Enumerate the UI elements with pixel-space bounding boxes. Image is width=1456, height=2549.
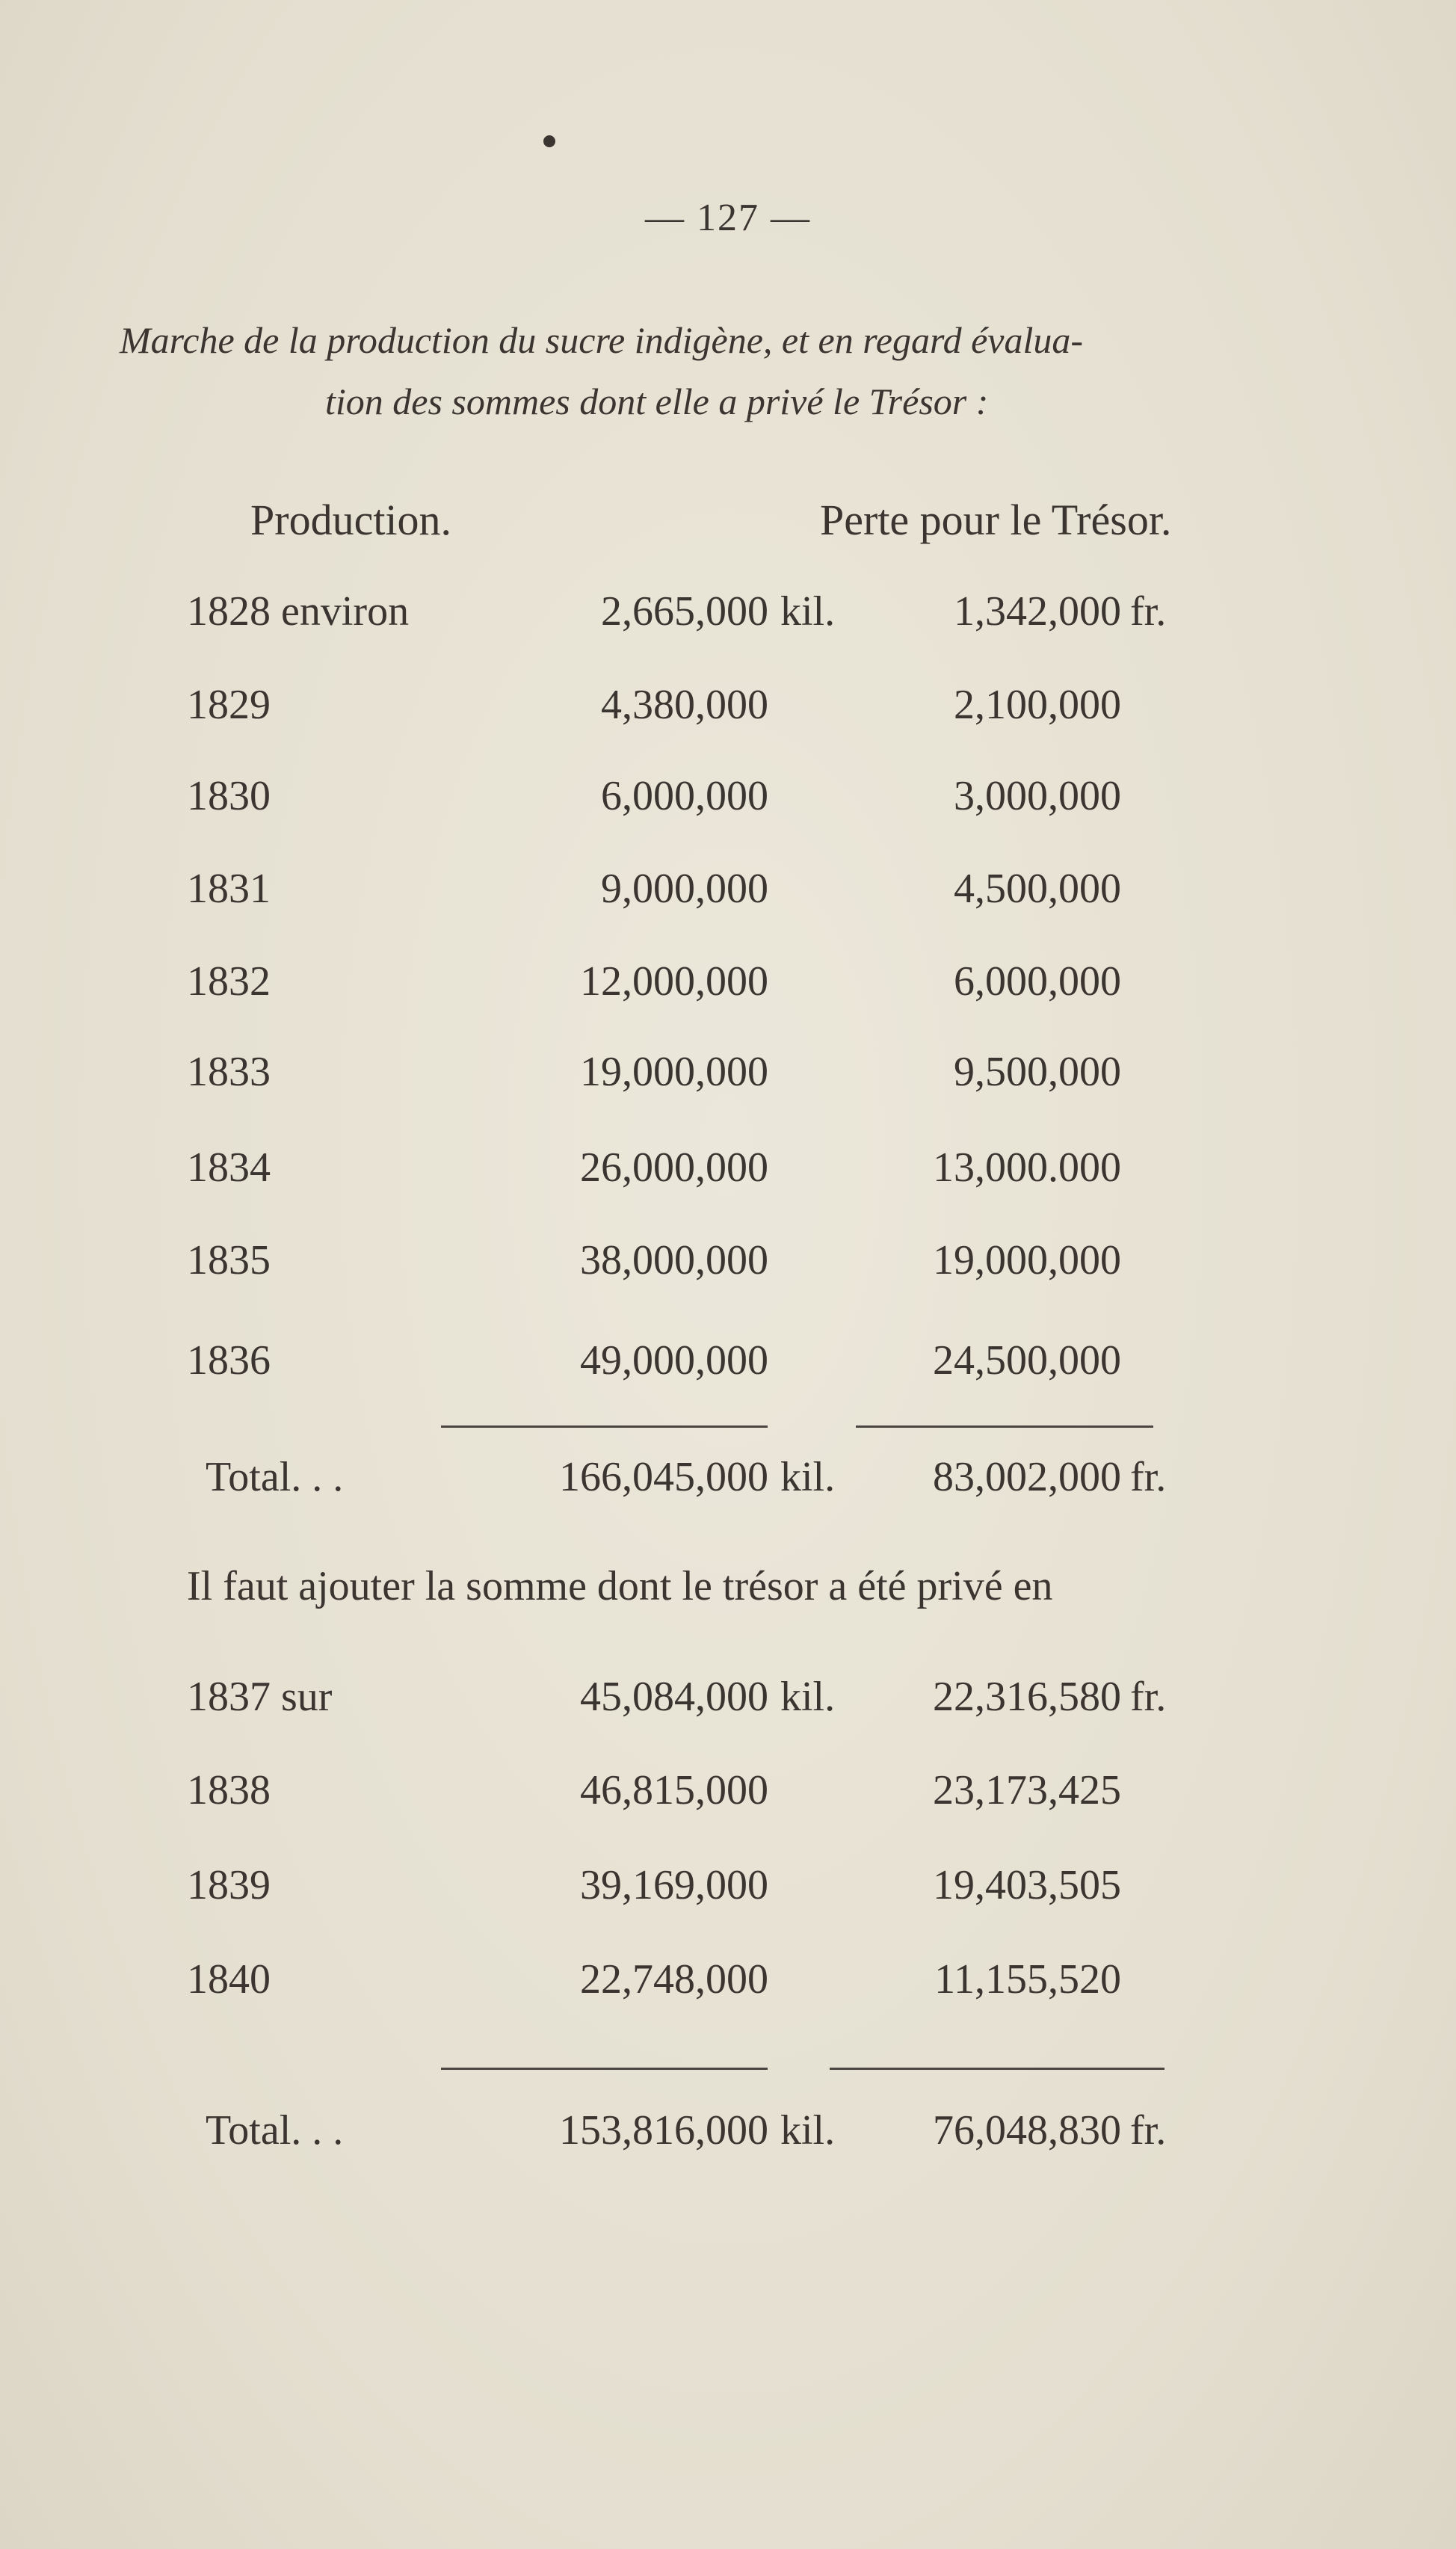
header-production: Production.	[250, 496, 452, 544]
row-year: 1836	[187, 1337, 271, 1384]
sum-rule-production	[441, 2068, 768, 2070]
row-perte: 9,500,000	[954, 1049, 1121, 1095]
table-row	[0, 681, 1456, 741]
row-year: 1840	[187, 1956, 271, 2003]
table-row	[0, 1144, 1456, 1203]
row-year: 1838	[187, 1767, 271, 1813]
row-perte-unit: fr.	[1130, 1674, 1167, 1720]
row-prod-unit: kil.	[780, 1674, 836, 1720]
row-perte: 19,000,000	[933, 1237, 1121, 1283]
row-production: 49,000,000	[580, 1337, 768, 1384]
total-perte: 83,002,000	[933, 1454, 1121, 1500]
row-perte: 2,100,000	[954, 682, 1121, 728]
row-perte: 13,000.000	[933, 1144, 1121, 1191]
row-year: 1828 environ	[187, 588, 410, 635]
row-production: 12,000,000	[580, 958, 768, 1005]
row-production: 22,748,000	[580, 1956, 768, 2003]
table-row	[0, 1766, 1456, 1826]
total-perte: 76,048,830	[933, 2107, 1121, 2154]
row-year: 1835	[187, 1237, 271, 1283]
total-row	[0, 1453, 1456, 1513]
total-row	[0, 2106, 1456, 2166]
table-row	[0, 1048, 1456, 1108]
row-year: 1830	[187, 773, 271, 819]
header-perte: Perte pour le Trésor.	[820, 496, 1172, 544]
caption-line-1: Marche de la production du sucre indigène, et en regard évalua-	[120, 319, 1084, 361]
row-perte: 6,000,000	[954, 958, 1121, 1005]
row-prod-unit: kil.	[780, 588, 836, 635]
ink-speck	[543, 135, 555, 147]
row-year: 1839	[187, 1862, 271, 1908]
row-production: 26,000,000	[580, 1144, 768, 1191]
row-production: 9,000,000	[601, 866, 768, 912]
row-perte: 23,173,425	[933, 1767, 1121, 1813]
total-perte-unit: fr.	[1130, 2107, 1167, 2154]
row-production: 6,000,000	[601, 773, 768, 819]
table-row	[0, 865, 1456, 925]
row-year: 1829	[187, 682, 271, 728]
row-production: 38,000,000	[580, 1237, 768, 1283]
total-production: 166,045,000	[559, 1454, 768, 1500]
row-perte-unit: fr.	[1130, 588, 1167, 635]
sum-rule-production	[441, 1425, 768, 1428]
table-row	[0, 588, 1456, 647]
row-perte: 19,403,505	[933, 1862, 1121, 1908]
row-perte: 11,155,520	[934, 1956, 1121, 2003]
row-perte: 4,500,000	[954, 866, 1121, 912]
total-production: 153,816,000	[559, 2107, 768, 2154]
table-row	[0, 1861, 1456, 1921]
table-row	[0, 1955, 1456, 2015]
row-production: 39,169,000	[580, 1862, 768, 1908]
sum-rule-perte	[830, 2068, 1165, 2070]
row-year: 1834	[187, 1144, 271, 1191]
row-year: 1832	[187, 958, 271, 1005]
total-prod-unit: kil.	[780, 2107, 836, 2154]
sum-rule-perte	[856, 1425, 1153, 1428]
table-row	[0, 1673, 1456, 1733]
table-row	[0, 772, 1456, 832]
row-production: 45,084,000	[580, 1674, 768, 1720]
row-perte: 3,000,000	[954, 773, 1121, 819]
total-perte-unit: fr.	[1130, 1454, 1167, 1500]
table-row	[0, 958, 1456, 1017]
table-row	[0, 1236, 1456, 1296]
table-row	[0, 1337, 1456, 1396]
row-year: 1837 sur	[187, 1674, 333, 1720]
row-year: 1833	[187, 1049, 271, 1095]
table-header	[0, 495, 1456, 555]
row-production: 19,000,000	[580, 1049, 768, 1095]
row-perte: 1,342,000	[954, 588, 1121, 635]
row-production: 46,815,000	[580, 1767, 768, 1813]
row-production: 2,665,000	[601, 588, 768, 635]
caption-line-2: tion des sommes dont elle a privé le Trésor :	[325, 380, 989, 422]
total-label: Total. . .	[206, 2107, 344, 2154]
page-number: — 127 —	[645, 197, 811, 239]
row-perte: 24,500,000	[933, 1337, 1121, 1384]
total-prod-unit: kil.	[780, 1454, 836, 1500]
body-paragraph: Il faut ajouter la somme dont le trésor a été privé en	[187, 1563, 1053, 1609]
row-year: 1831	[187, 866, 271, 912]
row-perte: 22,316,580	[933, 1674, 1121, 1720]
total-label: Total. . .	[206, 1454, 344, 1500]
row-production: 4,380,000	[601, 682, 768, 728]
